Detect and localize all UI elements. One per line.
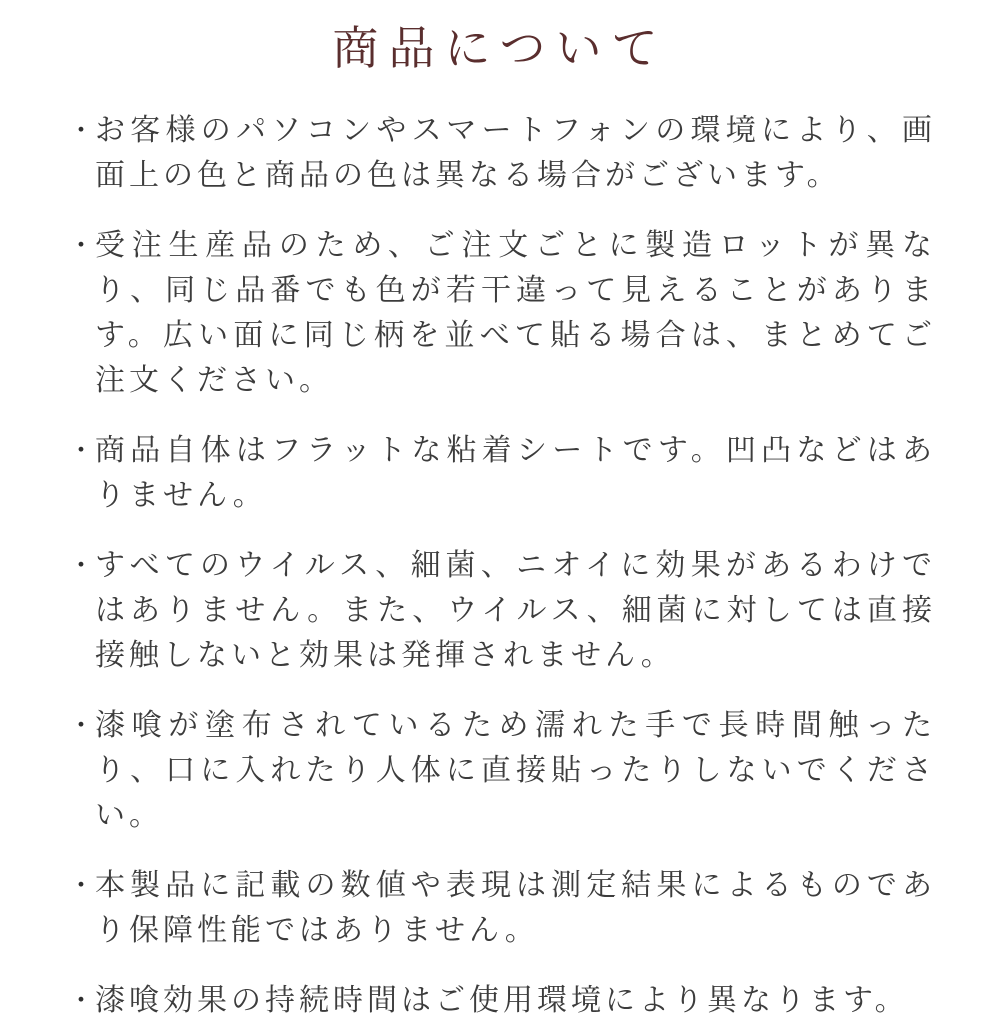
notice-item [68,703,936,838]
notice-text: 受注生産品のため、ご注文ごとに製造ロットが異なり、同じ品番でも色が若干違って見えることがあります。広い面に同じ柄を並べて貼る場合は、まとめてご注文ください。 [95,229,936,397]
bullet-dot-icon: ・ [68,115,95,145]
notice-item [68,978,936,1023]
notice-item [68,108,936,198]
notice-text: 漆喰が塗布されているため濡れた手で長時間触ったり、口に入れたり人体に直接貼ったりしないでください。 [95,709,936,832]
bullet-dot-icon: ・ [68,230,95,260]
product-notice-page [0,18,1000,1018]
page-title: 商品について [332,22,668,74]
notice-text: すべてのウイルス、細菌、ニオイに効果があるわけではありません。また、ウイルス、細菌に対しては直接接触しないと効果は発揮されません。 [95,549,936,672]
notice-item [68,428,936,518]
notice-text: 本製品に記載の数値や表現は測定結果によるものであり保障性能ではありません。 [95,869,936,947]
notice-list [0,108,936,1023]
bullet-dot-icon: ・ [68,710,95,740]
bullet-dot-icon: ・ [68,985,95,1015]
bullet-dot-icon: ・ [68,870,95,900]
notice-item [68,863,936,953]
notice-item [68,223,936,403]
notice-text: 漆喰効果の持続時間はご使用環境により異なります。 [95,984,909,1017]
notice-item [68,543,936,678]
bullet-dot-icon: ・ [68,435,95,465]
notice-text: お客様のパソコンやスマートフォンの環境により、画面上の色と商品の色は異なる場合がございます。 [95,114,936,192]
bullet-dot-icon: ・ [68,550,95,580]
notice-text: 商品自体はフラットな粘着シートです。凹凸などはありません。 [95,434,936,512]
